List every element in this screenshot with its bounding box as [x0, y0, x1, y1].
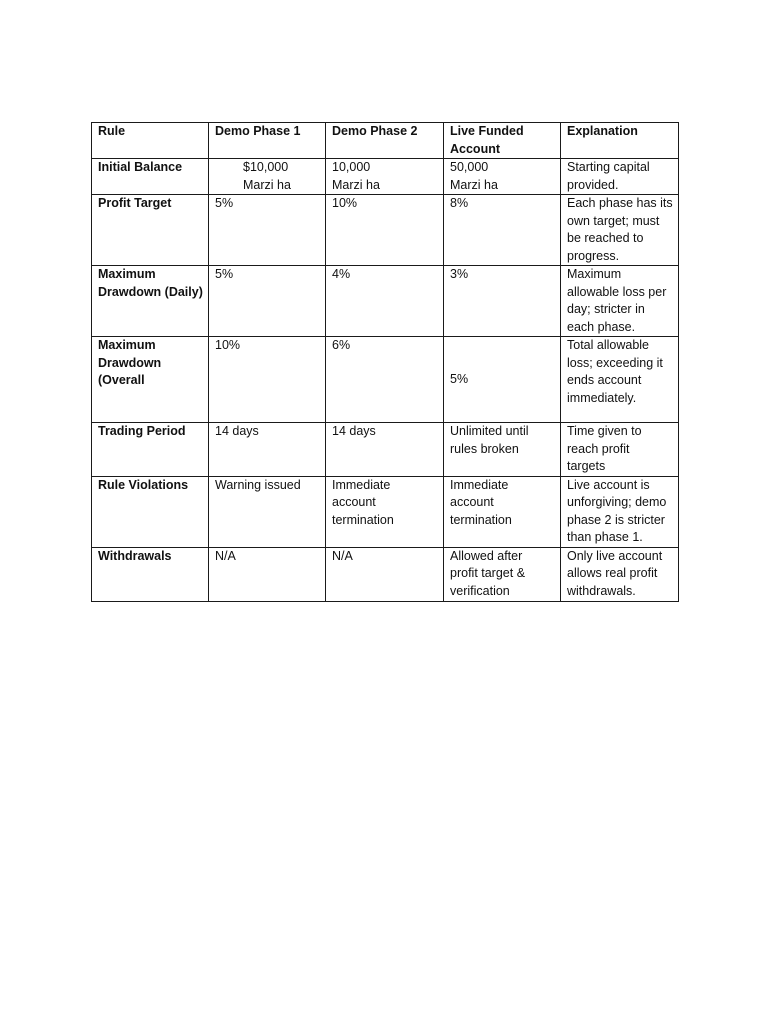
explanation-cell: Starting capital provided.: [561, 159, 679, 195]
explanation-cell: Each phase has its own target; must be reached to progress.: [561, 195, 679, 266]
live-cell: 3%: [444, 266, 561, 337]
phase1-cell: Warning issued: [209, 476, 326, 547]
table-row: [92, 195, 679, 266]
live-cell: 5%: [444, 337, 561, 423]
explanation-cell: Time given to reach profit targets: [561, 423, 679, 477]
explanation-cell: Maximum allowable loss per day; stricter in each phase.: [561, 266, 679, 337]
phase1-cell: 5%: [209, 266, 326, 337]
live-cell: Allowed after profit target & verification: [444, 547, 561, 601]
rule-cell: Maximum Drawdown (Daily): [92, 266, 209, 337]
table-row: [92, 337, 679, 423]
phase1-cell: $10,000 Marzi ha: [209, 159, 326, 195]
header-explanation: Explanation: [561, 123, 679, 159]
table-header-row: [92, 123, 679, 159]
header-rule: Rule: [92, 123, 209, 159]
live-cell: 50,000 Marzi ha: [444, 159, 561, 195]
header-demo-phase-2: Demo Phase 2: [326, 123, 444, 159]
phase2-cell: Immediate account termination: [326, 476, 444, 547]
rule-cell: Withdrawals: [92, 547, 209, 601]
phase2-cell: 4%: [326, 266, 444, 337]
phase1-cell: 5%: [209, 195, 326, 266]
table-row: [92, 423, 679, 477]
header-live-funded-account: Live Funded Account: [444, 123, 561, 159]
table-row: [92, 476, 679, 547]
explanation-cell: Only live account allows real profit withdrawals.: [561, 547, 679, 601]
phase1-cell: 14 days: [209, 423, 326, 477]
phase1-cell: N/A: [209, 547, 326, 601]
phase2-cell: 14 days: [326, 423, 444, 477]
rule-cell: Initial Balance: [92, 159, 209, 195]
phase2-cell: 10,000 Marzi ha: [326, 159, 444, 195]
rules-table: [91, 122, 679, 602]
explanation-cell: Total allowable loss; exceeding it ends account immediately.: [561, 337, 679, 423]
phase2-cell: N/A: [326, 547, 444, 601]
phase2-cell: 10%: [326, 195, 444, 266]
explanation-cell: Live account is unforgiving; demo phase 2 is stricter than phase 1.: [561, 476, 679, 547]
rule-cell: Trading Period: [92, 423, 209, 477]
rule-cell: Rule Violations: [92, 476, 209, 547]
live-cell: Unlimited until rules broken: [444, 423, 561, 477]
rule-cell: Profit Target: [92, 195, 209, 266]
live-cell: Immediate account termination: [444, 476, 561, 547]
header-demo-phase-1: Demo Phase 1: [209, 123, 326, 159]
phase2-cell: 6%: [326, 337, 444, 423]
table-row: [92, 159, 679, 195]
phase1-cell: 10%: [209, 337, 326, 423]
table-row: [92, 547, 679, 601]
rule-cell: Maximum Drawdown (Overall: [92, 337, 209, 423]
table-row: [92, 266, 679, 337]
live-cell: 8%: [444, 195, 561, 266]
